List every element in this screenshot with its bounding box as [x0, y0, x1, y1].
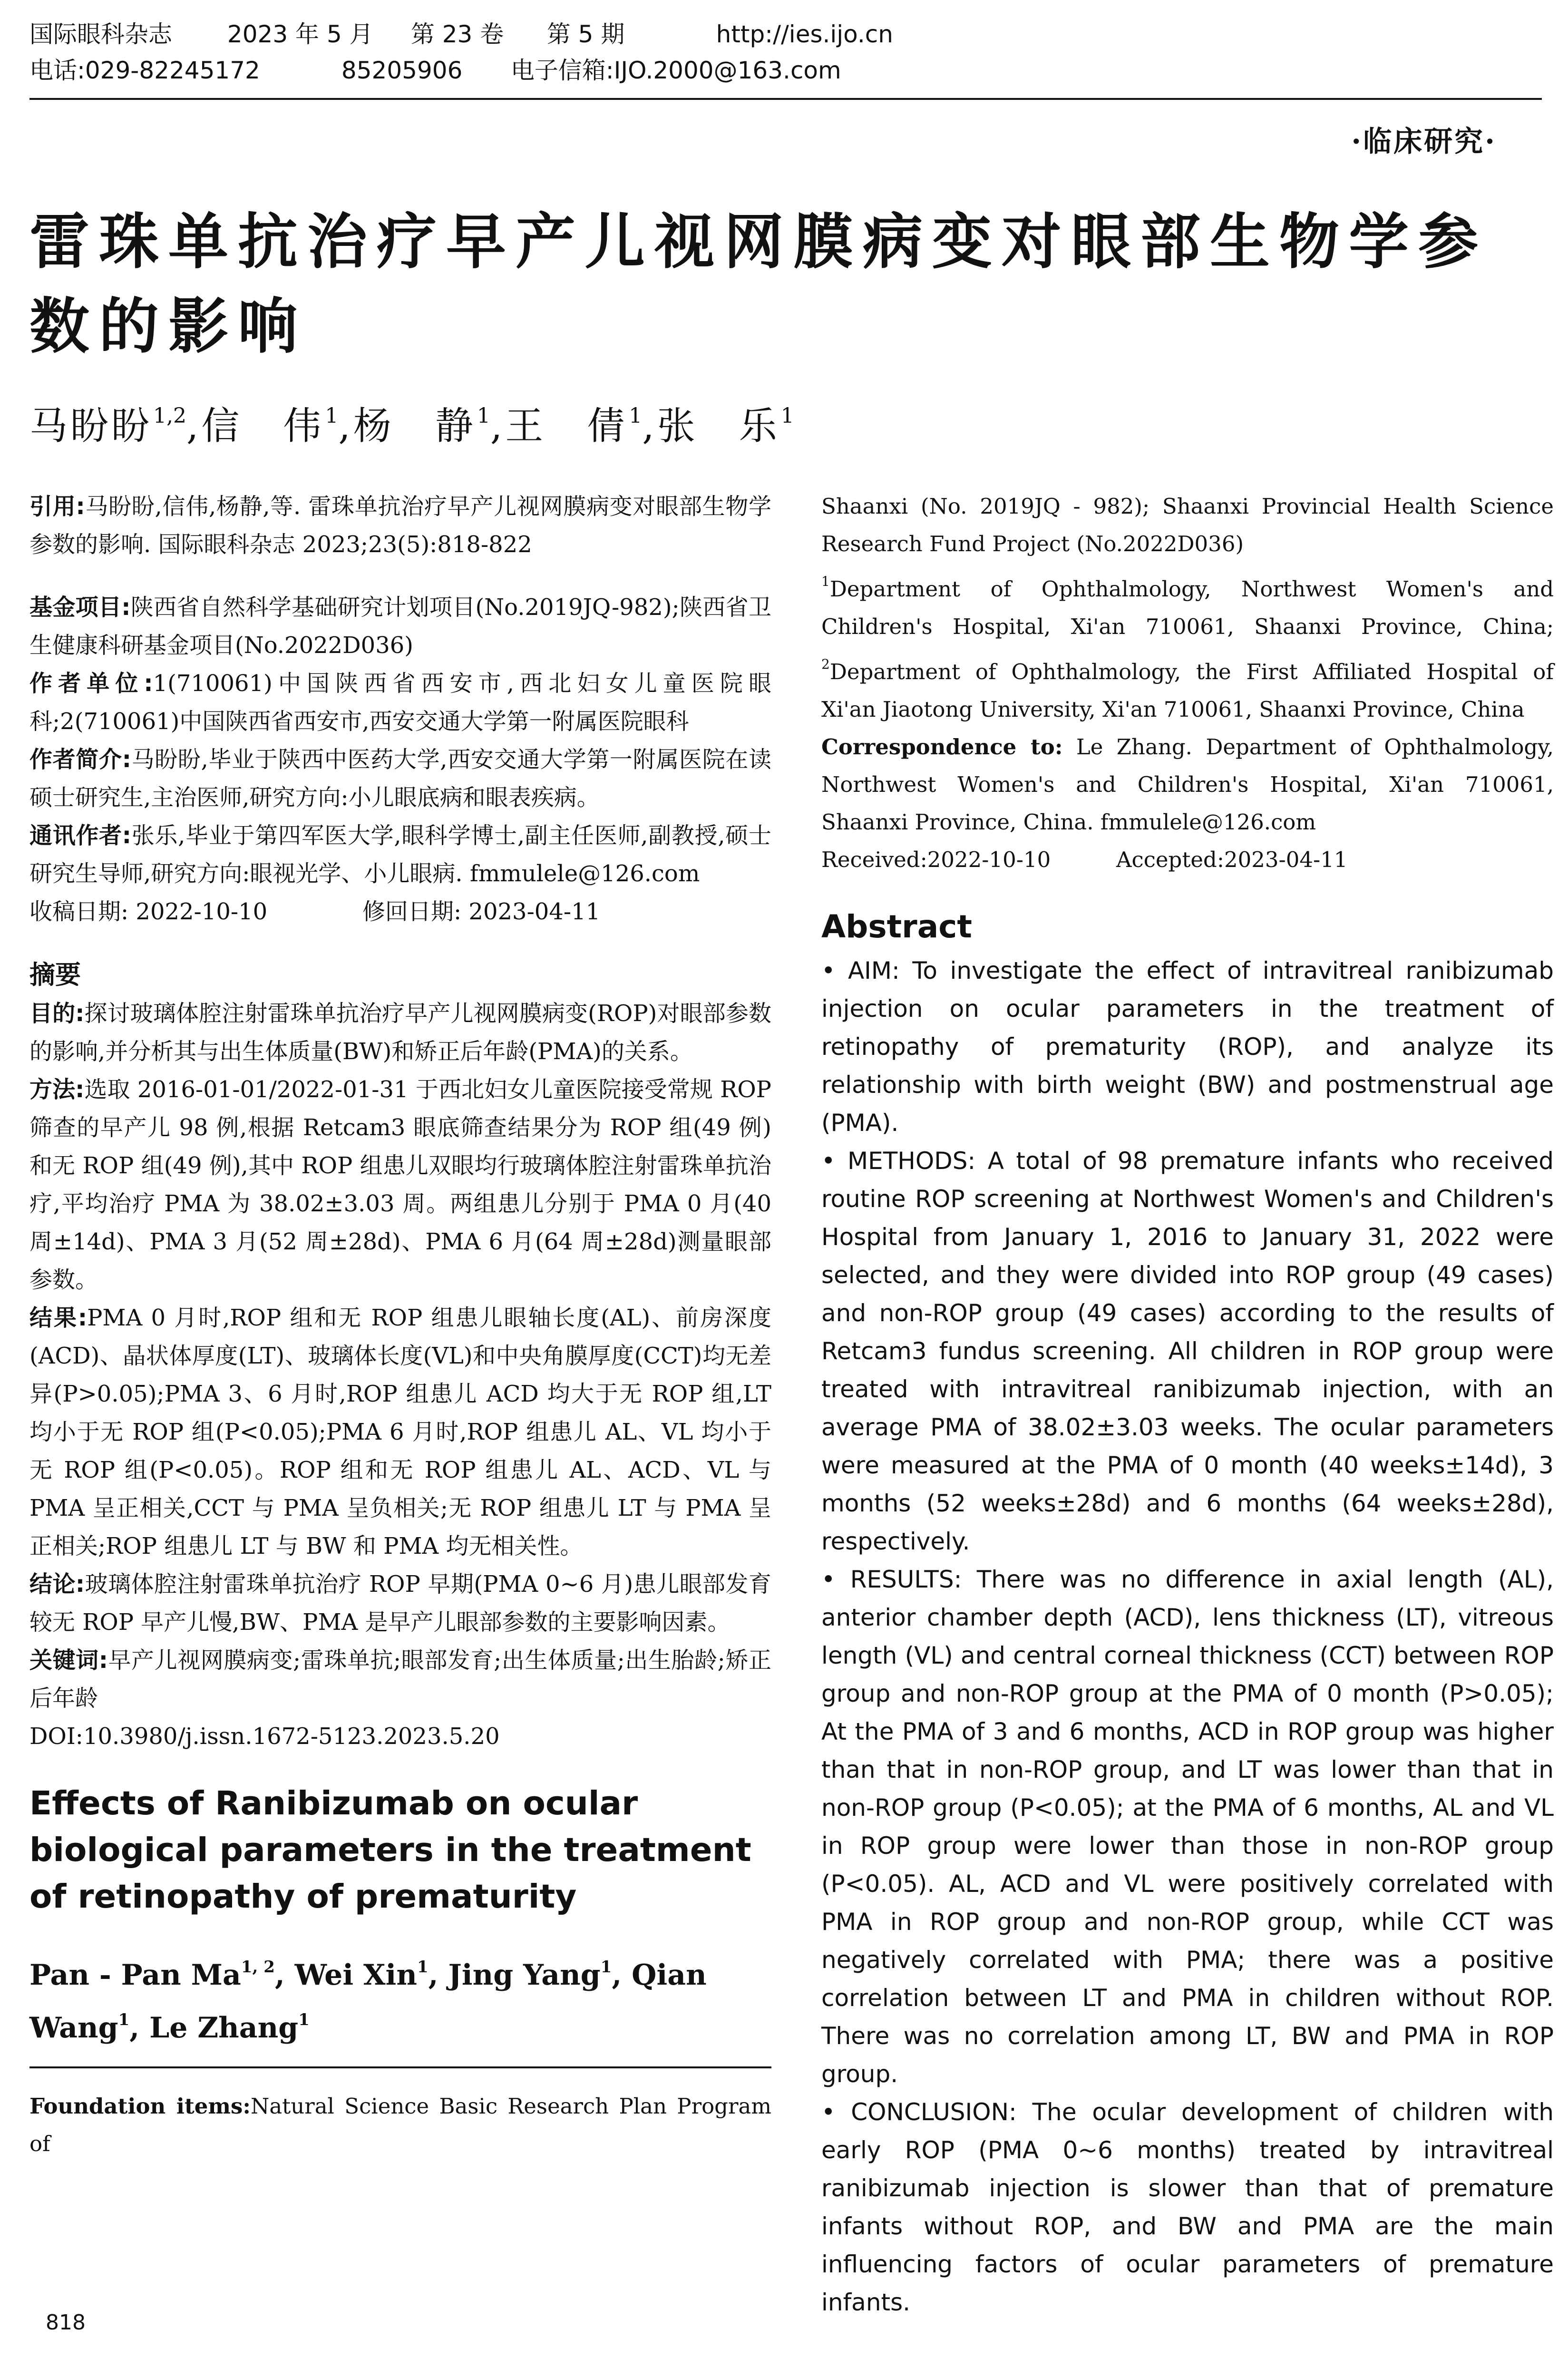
- received-date: 收稿日期: 2022-10-10: [29, 898, 268, 925]
- results-cn: 结果:PMA 0 月时,ROP 组和无 ROP 组患儿眼轴长度(AL)、前房深度(ACD)、晶状体厚度(LT)、玻璃体长度(VL)和中央角膜厚度(CCT)均无差异(P>0.05);PMA 3、6 月时,ROP 组患儿 ACD 均大于无 ROP 组,LT 均小于无 ROP 组(P<0.05);PMA 6 月时,ROP 组患儿 AL、VL 均小于无 ROP 组(P<0.05)。ROP 组和无 ROP 组患儿 AL、ACD、VL 与 PMA 呈正相关,CCT 与 PMA 呈负相关;无 ROP 组患儿 LT 与 PMA 呈正相关;ROP 组患儿 LT 与 BW 和 PMA 均无相关性。: [29, 1305, 771, 1559]
- author-affiliation: 1: [325, 404, 339, 428]
- author-affiliation: 1: [298, 2010, 310, 2029]
- conclusion-cn: 结论:玻璃体腔注射雷珠单抗治疗 ROP 早期(PMA 0~6 月)患儿眼部发育较无 ROP 早产儿慢,BW、PMA 是早产儿眼部参数的主要影响因素。: [29, 1571, 771, 1636]
- phone-2: 85205906: [341, 57, 463, 84]
- abstract-heading: Abstract: [821, 908, 972, 945]
- email[interactable]: 电子信箱:IJO.2000@163.com: [510, 57, 841, 84]
- author-affiliation: 1: [417, 1958, 429, 1977]
- journal-name: 国际眼科杂志: [29, 20, 172, 48]
- doi[interactable]: DOI:10.3980/j.issn.1672-5123.2023.5.20: [29, 1723, 500, 1750]
- aim-cn: 目的:探讨玻璃体腔注射雷珠单抗治疗早产儿视网膜病变(ROP)对眼部参数的影响,并分析其与出生体质量(BW)和矫正后年龄(PMA)的关系。: [29, 1000, 771, 1065]
- author-name: Qian Wang: [29, 1958, 707, 2045]
- english-title: Effects of Ranibizumab on ocular biological parameters in the treatment of retinopathy of prematurity: [29, 1784, 751, 1916]
- journal-header: [29, 16, 1542, 88]
- author-affiliation: 1: [629, 404, 643, 428]
- right-column: [821, 487, 1554, 2321]
- author-bio: 作者简介:马盼盼,毕业于陕西中医药大学,西安交通大学第一附属医院在读硕士研究生,主治医师,研究方向:小儿眼底病和眼表疾病。: [29, 746, 771, 811]
- citation: 引用:马盼盼,信伟,杨静,等. 雷珠单抗治疗早产儿视网膜病变对眼部生物学参数的影响. 国际眼科杂志 2023;23(5):818-822: [29, 493, 771, 558]
- abstract-conclusion: • CONCLUSION: The ocular development of children with early ROP (PMA 0~6 months) treated by intravitreal ranibizumab injection is slower than that of premature infants without ROP, and BW and PMA are the main influencing factors of ocular parameters of premature infants.: [821, 2098, 1554, 2316]
- section-tag: ·临床研究·: [1351, 125, 1497, 158]
- abstract-aim: • AIM: To investigate the effect of intravitreal ranibizumab injection on ocular parameters in the treatment of retinopathy of prematurity (ROP), and analyze its relationship with birth weight (BW) and postmenstrual age (PMA).: [821, 957, 1554, 1137]
- authors-en: Pan - Pan Ma$^{1, 2}$, Wei Xin$^1$, Jing Yang$^1$, Qian Wang$^1$, Le Zhang$^1$: [29, 1958, 707, 2045]
- keywords-cn: 关键词:早产儿视网膜病变;雷珠单抗;眼部发育;出生体质量;出生胎龄;矫正后年龄: [29, 1647, 771, 1712]
- foundation-cn: 基金项目:陕西省自然科学基础研究计划项目(No.2019JQ-982);陕西省卫生健康科研基金项目(No.2022D036): [29, 594, 771, 659]
- author-separator: ,: [642, 404, 657, 448]
- author-name: Wei Xin: [294, 1958, 417, 1992]
- abstract-methods: • METHODS: A total of 98 premature infants who received routine ROP screening at Northwest Women's and Children's Hospital from January 1, 2016 to January 31, 2022 were selected, and they were divided into ROP group (49 cases) and non-ROP group (49 cases) according to the results of Retcam3 fundus screening. All children in ROP group were treated with intravitreal ranibizumab injection, with an average PMA of 38.02±3.03 weeks. The ocular parameters were measured at the PMA of 0 month (40 weeks±14d), 3 months (52 weeks±28d) and 6 months (64 weeks±28d), respectively.: [821, 1147, 1554, 1555]
- corresponding-author: 通讯作者:张乐,毕业于第四军医大学,眼科学博士,副主任医师,副教授,硕士研究生导师,研究方向:眼视光学、小儿眼病. fmmulele@126.com: [29, 822, 771, 887]
- phone: 电话:029-82245172: [29, 57, 260, 84]
- author-unit: 作者单位:1(710061)中国陕西省西安市,西北妇女儿童医院眼科;2(710061)中国陕西省西安市,西安交通大学第一附属医院眼科: [29, 670, 771, 735]
- author-separator: ,: [338, 404, 353, 448]
- author-name: 信 伟: [201, 404, 324, 448]
- author-name: Pan - Pan Ma: [29, 1958, 241, 1992]
- dates-en: [821, 841, 1554, 878]
- author-affiliation: 1,2: [153, 404, 186, 428]
- foundation-en-continued: Shaanxi (No. 2019JQ - 982); Shaanxi Provincial Health Science Research Fund Project (No.2022D036): [821, 494, 1554, 556]
- author-affiliation: 1: [600, 1958, 612, 1977]
- dates-cn: [29, 893, 771, 931]
- accepted-date-en: Accepted:2023-04-11: [1116, 847, 1348, 872]
- author-name: Le Zhang: [149, 2011, 299, 2045]
- abstract-cn-heading: 摘要: [29, 960, 81, 990]
- left-column: [29, 487, 771, 2163]
- abstract-results: • RESULTS: There was no difference in axial length (AL), anterior chamber depth (ACD), lens thickness (LT), vitreous length (VL) and central corneal thickness (CCT) between ROP group and non-ROP group at the PMA of 0 month (P>0.05); At the PMA of 3 and 6 months, ACD in ROP group was higher than that in non-ROP group, and LT was lower than that in non-ROP group (P<0.05); at the PMA of 6 months, AL and VL in ROP group were lower than those in non-ROP group (P<0.05). AL, ACD and VL were positively correlated with PMA in ROP group and non-ROP group, while CCT was negatively correlated with PMA; there was a positive correlation between LT and PMA in children without ROP. There was no correlation among LT, BW and PMA in ROP group.: [821, 1566, 1554, 2088]
- author-affiliation: 1: [477, 404, 490, 428]
- author-name: Jing Yang: [448, 1958, 601, 1992]
- foundation-en: Foundation items:Natural Science Basic Research Plan Program of: [29, 2094, 771, 2156]
- received-date-en: Received:2022-10-10: [821, 847, 1051, 872]
- year-month: 2023 年 5 月: [227, 20, 373, 48]
- volume: 第 23 卷: [410, 20, 504, 48]
- affiliations-en: $^1$Department of Ophthalmology, Northwest Women's and Children's Hospital, Xi'an 710061, Shaanxi Province, China; $^2$Department of Ophthalmology, the First Affiliated Hospital of Xi'an Jiaotong University, Xi'an 710061, Shaanxi Province, China: [821, 574, 1554, 722]
- methods-cn: 方法:选取 2016-01-01/2022-01-31 于西北妇女儿童医院接受常规 ROP 筛查的早产儿 98 例,根据 Retcam3 眼底筛查结果分为 ROP 组(49 例)和无 ROP 组(49 例),其中 ROP 组患儿双眼均行玻璃体腔注射雷珠单抗治疗,平均治疗 PMA 为 38.02±3.03 周。两组患儿分别于 PMA 0 月(40 周±14d)、PMA 3 月(52 周±28d)、PMA 6 月(64 周±28d)测量眼部参数。: [29, 1076, 771, 1293]
- author-separator: ,: [490, 404, 506, 448]
- authors-cn: [29, 390, 794, 452]
- author-affiliation: 1, 2: [241, 1958, 275, 1977]
- author-name: 杨 静: [353, 404, 476, 448]
- revised-date: 修回日期: 2023-04-11: [362, 898, 601, 925]
- header-line-1: [29, 16, 1542, 52]
- author-affiliation: 1: [780, 404, 794, 428]
- issue: 第 5 期: [546, 20, 625, 48]
- author-name: 张 乐: [657, 404, 780, 448]
- author-name: 马盼盼: [29, 404, 152, 448]
- author-affiliation: 1: [118, 2010, 130, 2029]
- author-name: 王 倩: [505, 404, 628, 448]
- journal-url[interactable]: http://ies.ijo.cn: [716, 20, 893, 48]
- correspondence-en: Correspondence to: Le Zhang. Department of Ophthalmology, Northwest Women's and Children's Hospital, Xi'an 710061, Shaanxi Province, China. fmmulele@126.com: [821, 734, 1554, 835]
- header-divider: [29, 98, 1542, 100]
- author-separator: ,: [186, 404, 202, 448]
- section-divider: [29, 2066, 771, 2068]
- page-number: 818: [46, 2310, 86, 2335]
- header-line-2: [29, 52, 1542, 88]
- article-title: 雷珠单抗治疗早产儿视网膜病变对眼部生物学参数的影响: [29, 207, 1488, 361]
